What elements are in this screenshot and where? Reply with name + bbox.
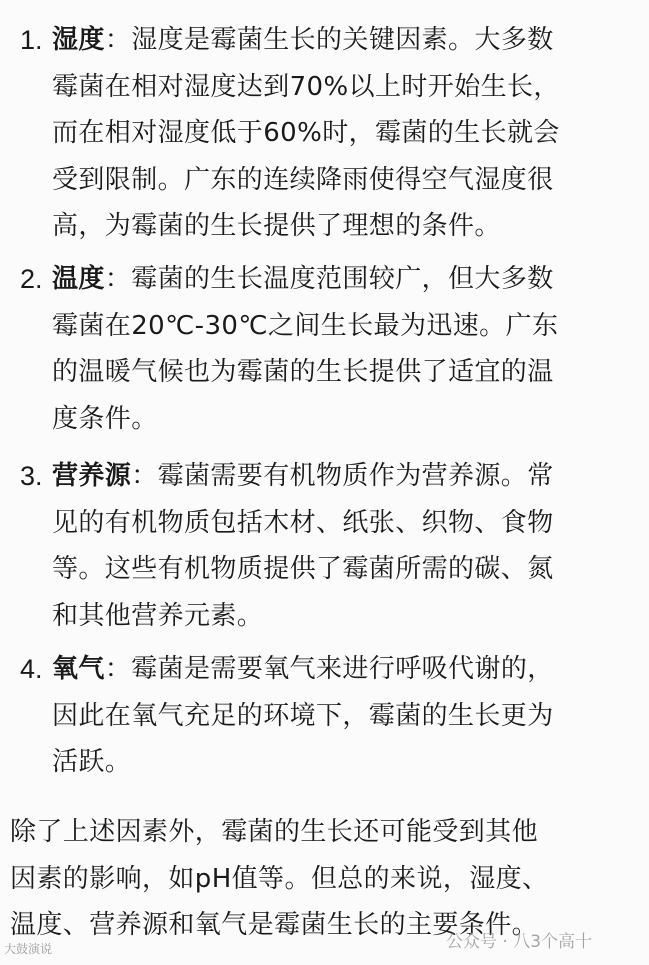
- body-text: 霉菌是需要氧气来进行呼吸代谢的，: [131, 654, 554, 684]
- term-separator: ：: [131, 461, 158, 491]
- factor-term: 氧气: [52, 654, 105, 684]
- body-text: 霉菌需要有机物质作为营养源。常: [157, 461, 554, 491]
- body-line: 高，为霉菌的生长提供了理想的条件。: [52, 211, 501, 241]
- term-separator: ：: [104, 654, 132, 684]
- list-item-nutrients: [0, 453, 640, 639]
- body-line: 和其他营养元素。: [52, 600, 264, 631]
- body-line: [52, 453, 637, 500]
- list-item-body: [52, 256, 637, 442]
- body-line: 因此在氧气充足的环境下，霉菌的生长更为: [52, 700, 554, 731]
- factor-term: 温度: [52, 264, 105, 294]
- body-text: 湿度是霉菌生长的关键因素。大多数: [131, 25, 554, 55]
- body-line: 而在相对湿度低于60%时，霉菌的生长就会: [52, 118, 560, 148]
- body-line: 的温暖气候也为霉菌的生长提供了适宜的温: [52, 357, 554, 387]
- body-line: 度条件。: [52, 403, 158, 434]
- list-number: 2.: [20, 264, 43, 294]
- factor-term: 湿度: [52, 25, 105, 55]
- watermark-left: 大鼓演说: [4, 942, 53, 956]
- list-item-oxygen: [0, 646, 640, 786]
- body-line: [52, 256, 637, 303]
- list-item-body: [52, 453, 637, 639]
- body-line: [52, 646, 637, 693]
- list-number: 4.: [20, 654, 43, 684]
- body-line: 受到限制。广东的连续降雨使得空气湿度很: [52, 164, 554, 195]
- factor-term: 营养源: [52, 461, 132, 491]
- body-line: 霉菌在相对湿度达到70%以上时开始生长，: [52, 71, 560, 102]
- term-separator: ：: [104, 25, 132, 55]
- term-separator: ：: [104, 264, 132, 294]
- closing-line: 因素的影响，如pH值等。但总的来说，湿度、: [10, 863, 549, 894]
- closing-line: 除了上述因素外，霉菌的生长还可能受到其他: [10, 817, 539, 847]
- body-line: [52, 17, 637, 64]
- list-number: 3.: [20, 461, 43, 491]
- list-item-humidity: [0, 17, 640, 250]
- body-text: 霉菌的生长温度范围较广，但大多数: [131, 264, 554, 294]
- body-line: 活跃。: [52, 747, 132, 777]
- body-line: 霉菌在20℃-30℃之间生长最为迅速。广东: [52, 310, 559, 341]
- list-item-temperature: [0, 256, 640, 442]
- body-line: 等。这些有机物质提供了霉菌所需的碳、氮: [52, 554, 554, 584]
- closing-line: 温度、营养源和氧气是霉菌生长的主要条件。: [10, 910, 539, 940]
- watermark-right: 公众号 · 八3个高十: [446, 932, 593, 952]
- list-item-body: [52, 17, 637, 250]
- body-line: 见的有机物质包括木材、纸张、织物、食物: [52, 507, 554, 538]
- list-number: 1.: [20, 25, 43, 55]
- list-item-body: [52, 646, 637, 786]
